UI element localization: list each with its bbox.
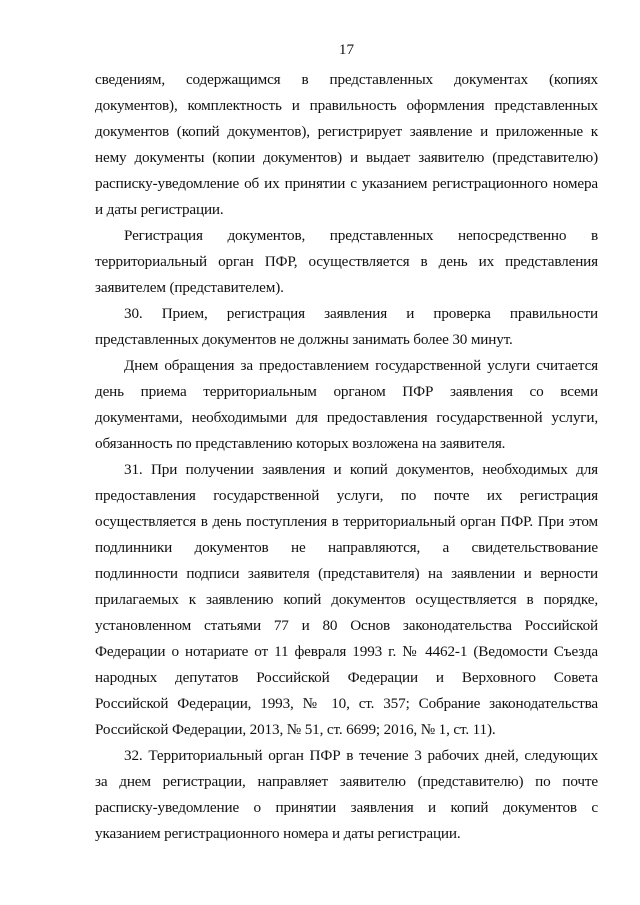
text-line: указанием регистрационного номера и даты регистрации. <box>95 825 461 843</box>
paragraph-continuation <box>95 67 598 223</box>
text-line: предоставления государственной услуги, по почте их регистрация <box>95 487 598 505</box>
paragraph-31 <box>95 457 598 743</box>
text-line: подлинники документов не направляются, а свидетельствование <box>95 539 598 557</box>
text-line: день приема территориальным органом ПФР заявления со всеми <box>95 383 598 401</box>
text-line: расписку-уведомление о принятии заявления и копий документов с <box>95 799 598 817</box>
text-line: за днем регистрации, направляет заявителю (представителю) по почте <box>95 773 598 791</box>
paragraph-30 <box>95 301 598 353</box>
document-body <box>95 67 598 847</box>
text-line: 30. Прием, регистрация заявления и проверка правильности <box>124 305 598 323</box>
text-line: и даты регистрации. <box>95 201 224 219</box>
paragraph-registration <box>95 223 598 301</box>
text-line: обязанность по представлению которых возложена на заявителя. <box>95 435 506 453</box>
text-line: народных депутатов Российской Федерации и Верховного Совета <box>95 669 598 687</box>
text-line: Российской Федерации, 2013, № 51, ст. 6699; 2016, № 1, ст. 11). <box>95 721 496 739</box>
text-line: 32. Территориальный орган ПФР в течение 3 рабочих дней, следующих <box>124 747 598 765</box>
text-line: территориальный орган ПФР, осуществляется в день их представления <box>95 253 598 271</box>
text-line: Регистрация документов, представленных непосредственно в <box>124 227 598 245</box>
text-line: документами, необходимыми для предоставления государственной услуги, <box>95 409 598 427</box>
text-line: заявителем (представителем). <box>95 279 284 297</box>
text-line: Федерации о нотариате от 11 февраля 1993 г. № 4462-1 (Ведомости Съезда <box>95 643 598 661</box>
text-line: установленном статьями 77 и 80 Основ законодательства Российской <box>95 617 598 635</box>
text-line: Российской Федерации, 1993, № 10, ст. 357; Собрание законодательства <box>95 695 598 713</box>
paragraph-32 <box>95 743 598 847</box>
text-line: сведениям, содержащимся в представленных документах (копиях <box>95 71 598 88</box>
paragraph-application-day <box>95 353 598 457</box>
text-line: 31. При получении заявления и копий документов, необходимых для <box>124 461 598 479</box>
text-line: прилагаемых к заявлению копий документов осуществляется в порядке, <box>95 591 598 609</box>
text-line: Днем обращения за предоставлением государственной услуги считается <box>124 357 598 375</box>
text-line: подлинности подписи заявителя (представителя) на заявлении и верности <box>95 565 598 583</box>
text-line: представленных документов не должны занимать более 30 минут. <box>95 331 513 349</box>
text-line: расписку-уведомление об их принятии с указанием регистрационного номера <box>95 175 598 193</box>
text-line: документов (копий документов), регистрирует заявление и приложенные к <box>95 123 598 141</box>
text-line: документов), комплектность и правильность оформления представленных <box>95 97 598 115</box>
text-line: осуществляется в день поступления в территориальный орган ПФР. При этом <box>95 513 598 531</box>
text-line: нему документы (копии документов) и выдает заявителю (представителю) <box>95 149 598 167</box>
page-number: 17 <box>338 41 355 58</box>
